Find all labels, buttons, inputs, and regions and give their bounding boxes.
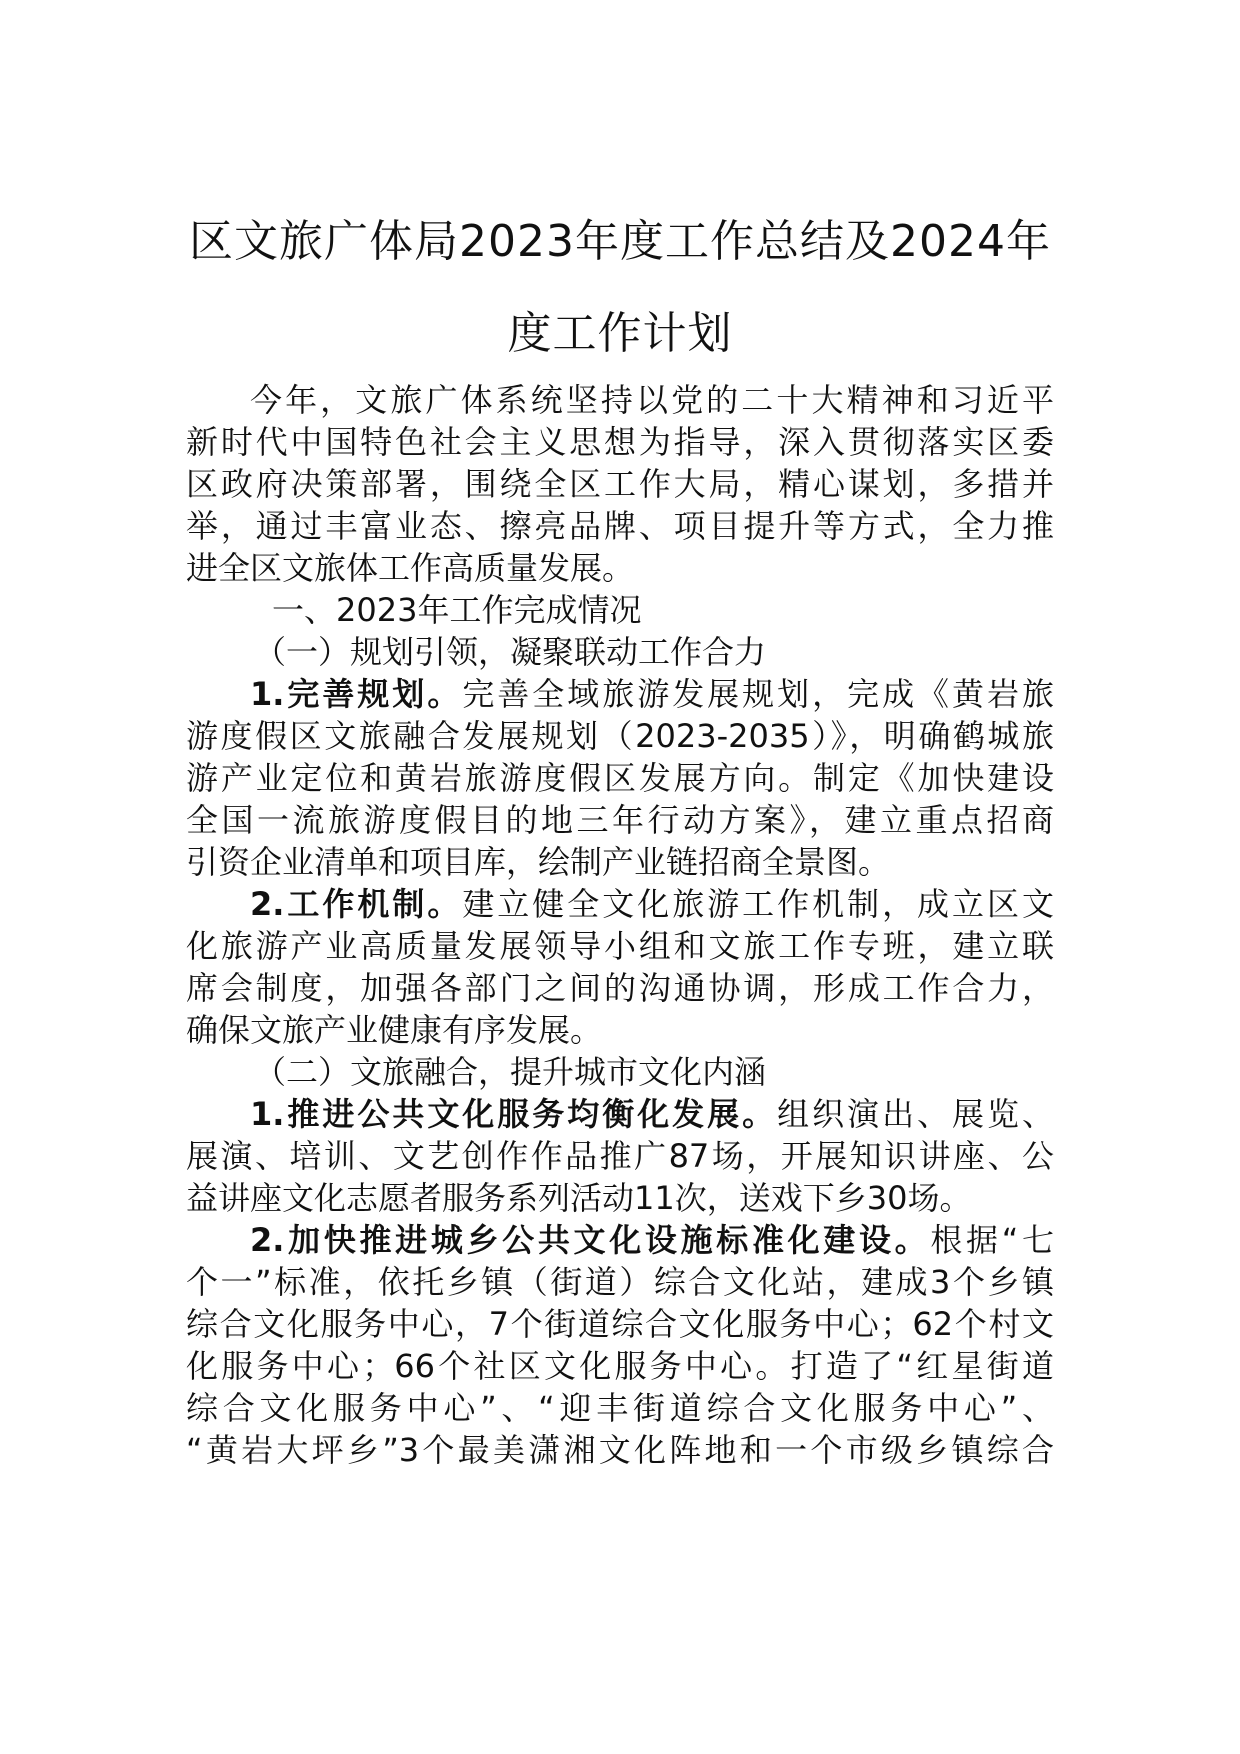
subsection-heading: （一）规划引领，凝聚联动工作合力 — [254, 633, 767, 671]
paragraph-line: 引资企业清单和项目库，绘制产业链招商全景图。 — [186, 843, 891, 881]
item-text: 建立健全文化旅游工作机制，成立区文 — [462, 885, 1054, 923]
document-title-line-1: 区文旅广体局2023年度工作总结及2024年 — [189, 216, 1051, 267]
paragraph-line — [250, 1221, 1054, 1259]
paragraph-line: 确保文旅产业健康有序发展。 — [186, 1011, 603, 1049]
paragraph-line: 综合文化服务中心”、“迎丰街道综合文化服务中心”、 — [186, 1389, 1054, 1427]
paragraph-line: 展演、培训、文艺创作作品推广87场，开展知识讲座、公 — [186, 1137, 1054, 1175]
paragraph-line — [250, 675, 1054, 713]
paragraph-line: 益讲座文化志愿者服务系列活动11次，送戏下乡30场。 — [186, 1179, 972, 1217]
paragraph-line: 综合文化服务中心，7个街道综合文化服务中心；62个村文 — [186, 1305, 1054, 1343]
paragraph-line: “黄岩大坪乡”3个最美潇湘文化阵地和一个市级乡镇综合 — [186, 1431, 1054, 1469]
item-heading: 2.加快推进城乡公共文化设施标准化建设。 — [250, 1221, 931, 1259]
paragraph-line — [250, 1095, 1054, 1133]
item-text: 根据“七 — [930, 1221, 1054, 1259]
paragraph-line: 今年，文旅广体系统坚持以党的二十大精神和习近平 — [250, 381, 1054, 419]
paragraph-line: 化服务中心；66个社区文化服务中心。打造了“红星街道 — [186, 1347, 1054, 1385]
paragraph-line: 席会制度，加强各部门之间的沟通协调，形成工作合力， — [186, 969, 1054, 1007]
item-heading: 1.推进公共文化服务均衡化发展。 — [250, 1095, 778, 1133]
item-text: 组织演出、展览、 — [777, 1095, 1054, 1133]
item-heading: 1.完善规划。 — [250, 675, 463, 713]
paragraph-line: 游产业定位和黄岩旅游度假区发展方向。制定《加快建设 — [186, 759, 1054, 797]
subsection-heading: （二）文旅融合，提升城市文化内涵 — [254, 1053, 767, 1091]
paragraph-line: 进全区文旅体工作高质量发展。 — [186, 549, 635, 587]
paragraph-line: 全国一流旅游度假目的地三年行动方案》，建立重点招商 — [186, 801, 1054, 839]
section-heading: 一、2023年工作完成情况 — [272, 591, 642, 629]
paragraph-line: 个一”标准，依托乡镇（街道）综合文化站，建成3个乡镇 — [186, 1263, 1054, 1301]
paragraph-line: 化旅游产业高质量发展领导小组和文旅工作专班，建立联 — [186, 927, 1054, 965]
item-text: 完善全域旅游发展规划，完成《黄岩旅 — [462, 675, 1054, 713]
paragraph-line — [250, 885, 1054, 923]
paragraph-line: 新时代中国特色社会主义思想为指导，深入贯彻落实区委 — [186, 423, 1054, 461]
paragraph-line: 举，通过丰富业态、擦亮品牌、项目提升等方式，全力推 — [186, 507, 1054, 545]
paragraph-line: 游度假区文旅融合发展规划（2023-2035）》，明确鹤城旅 — [186, 717, 1054, 755]
document-title-line-2: 度工作计划 — [507, 308, 733, 359]
paragraph-line: 区政府决策部署，围绕全区工作大局，精心谋划，多措并 — [186, 465, 1054, 503]
item-heading: 2.工作机制。 — [250, 885, 463, 923]
